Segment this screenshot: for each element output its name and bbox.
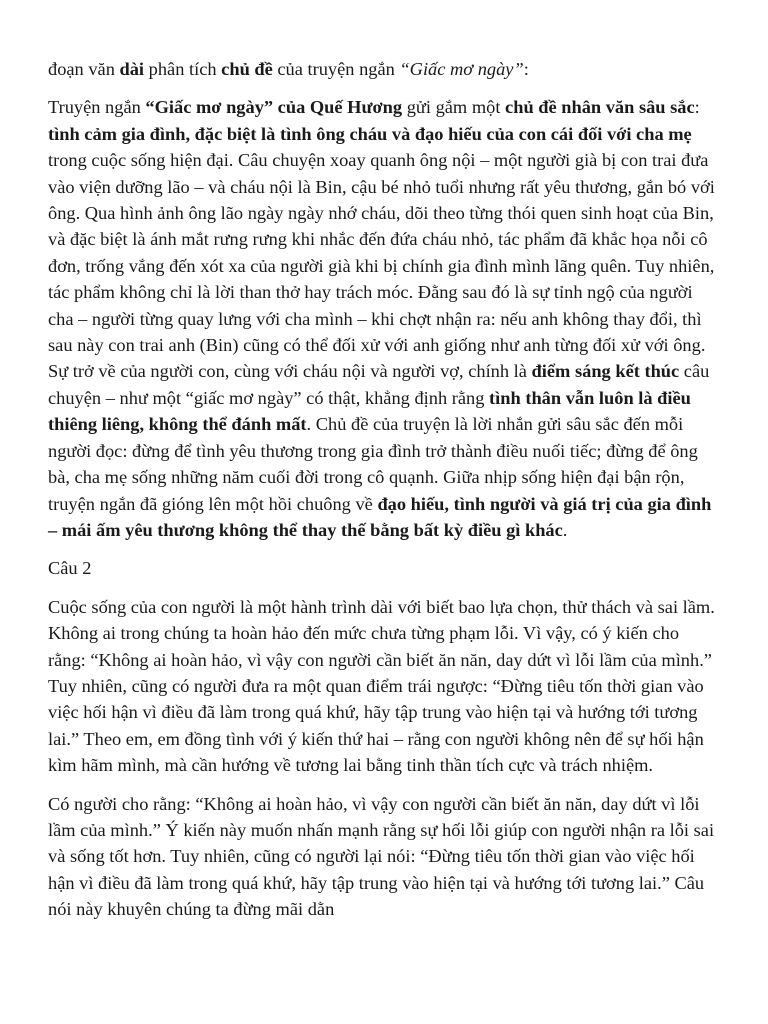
section-heading-cau-2: Câu 2 xyxy=(48,558,92,579)
bold-kinship: tình thân vẫn luôn là điều thiêng liêng, không thể đánh mất xyxy=(48,387,691,435)
intro-bold-chu-de: chủ đề xyxy=(221,59,273,79)
intro-line xyxy=(48,56,718,82)
paragraph-text: gửi gắm một xyxy=(402,97,506,118)
paragraph-cau-2-intro: Cuộc sống của con người là một hành trình dài với biết bao lựa chọn, thử thách và sai lầm. Không ai trong chúng ta hoàn hảo đến mức chưa từng phạm lỗi. Vì vậy, có ý kiến cho rằng: “Không ai hoàn hảo, vì vậy con người cần biết ăn năn, day dứt vì lỗi lầm của mình.” Tuy nhiên, cũng có người đưa ra một quan điểm trái ngược: “Đừng tiêu tốn thời gian vào việc hối hận vì điều đã làm trong quá khứ, hãy tập trung vào hiện tại và hướng tới tương lai.” Theo em, em đồng tình với ý kiến thứ hai – rằng con người không nên để sự hối hận kìm hãm mình, mà cần hướng về tương lai bằng tinh thần tích cực và trách nhiệm. xyxy=(48,596,715,776)
paragraph-text: câu chuyện – như một “giấc mơ ngày” có thật, khẳng định rằng xyxy=(48,361,710,408)
bold-story-title: “Giấc mơ ngày” của Quế Hương xyxy=(145,97,403,118)
bold-theme: chủ đề nhân văn sâu sắc xyxy=(505,97,695,118)
paragraph-text: Truyện ngắn xyxy=(48,97,146,118)
intro-italic-title: “Giấc mơ ngày” xyxy=(399,59,524,79)
bold-family-love: tình cảm gia đình, đặc biệt là tình ông cháu và đạo hiếu của con cái đối với cha mẹ xyxy=(48,123,692,144)
intro-text: : xyxy=(523,59,529,79)
bold-ending-highlight: điểm sáng kết thúc xyxy=(531,361,680,382)
paragraph-text: . xyxy=(562,519,568,540)
intro-text: phân tích xyxy=(144,59,222,79)
paragraph-text: trong cuộc sống hiện đại. Câu chuyện xoay quanh ông nội – một người già bị con trai đưa vào viện dưỡng lão – và cháu nội là Bin, cậu bé nhỏ tuổi nhưng rất yêu thương, gắn bó với ông. Qua hình ảnh ông lão ngày ngày nhớ cháu, dõi theo từng thói quen sinh hoạt của Bin, và đặc biệt là ánh mắt rưng rưng khi nhắc đến đứa cháu nhỏ, tác phẩm đã khắc họa nỗi cô đơn, trống vắng đến xót xa của người già khi bị chính gia đình mình lãng quên. Tuy nhiên, tác phẩm không chỉ là lời than thở hay trách móc. Đằng sau đó là sự tỉnh ngộ của người cha – người từng quay lưng với cha mình – khi chợt nhận ra: nếu anh không thay đổi, thì sau này con trai anh (Bin) cũng có thể đối xử với anh giống như anh từng đối xử với ông. Sự trở về của người con, cùng với cháu nội và người vợ, chính là xyxy=(48,150,715,382)
paragraph-text: . Chủ đề của truyện là lời nhắn gửi sâu sắc đến mỗi người đọc: đừng để tình yêu thương trong gia đình trở thành điều nuối tiếc; đừng để ông bà, cha mẹ sống những năm cuối đời trong cô quạnh. Giữa nhịp sống hiện đại bận rộn, truyện ngắn đã gióng lên một hồi chuông về xyxy=(48,414,698,514)
bold-filial-piety: đạo hiếu, tình người và giá trị của gia đình – mái ấm yêu thương không thể thay thế bằng bất kỳ điều gì khác xyxy=(48,493,712,540)
intro-text: đoạn văn xyxy=(48,59,120,79)
paragraph-text: : xyxy=(694,97,700,118)
intro-text: của truyện ngắn xyxy=(272,59,400,79)
paragraph-analysis xyxy=(48,94,718,543)
intro-bold-dai: dài xyxy=(119,59,145,79)
paragraph-cau-2-body: Có người cho rằng: “Không ai hoàn hảo, vì vậy con người cần biết ăn năn, day dứt vì lỗi lầm của mình.” Ý kiến này muốn nhấn mạnh rằng sự hối lỗi giúp con người nhận ra lỗi sai và sống tốt hơn. Tuy nhiên, cũng có người lại nói: “Đừng tiêu tốn thời gian vào việc hối hận vì điều đã làm trong quá khứ, hãy tập trung vào hiện tại và hướng tới tương lai.” Câu nói này khuyên chúng ta đừng mãi dằn xyxy=(48,793,715,920)
